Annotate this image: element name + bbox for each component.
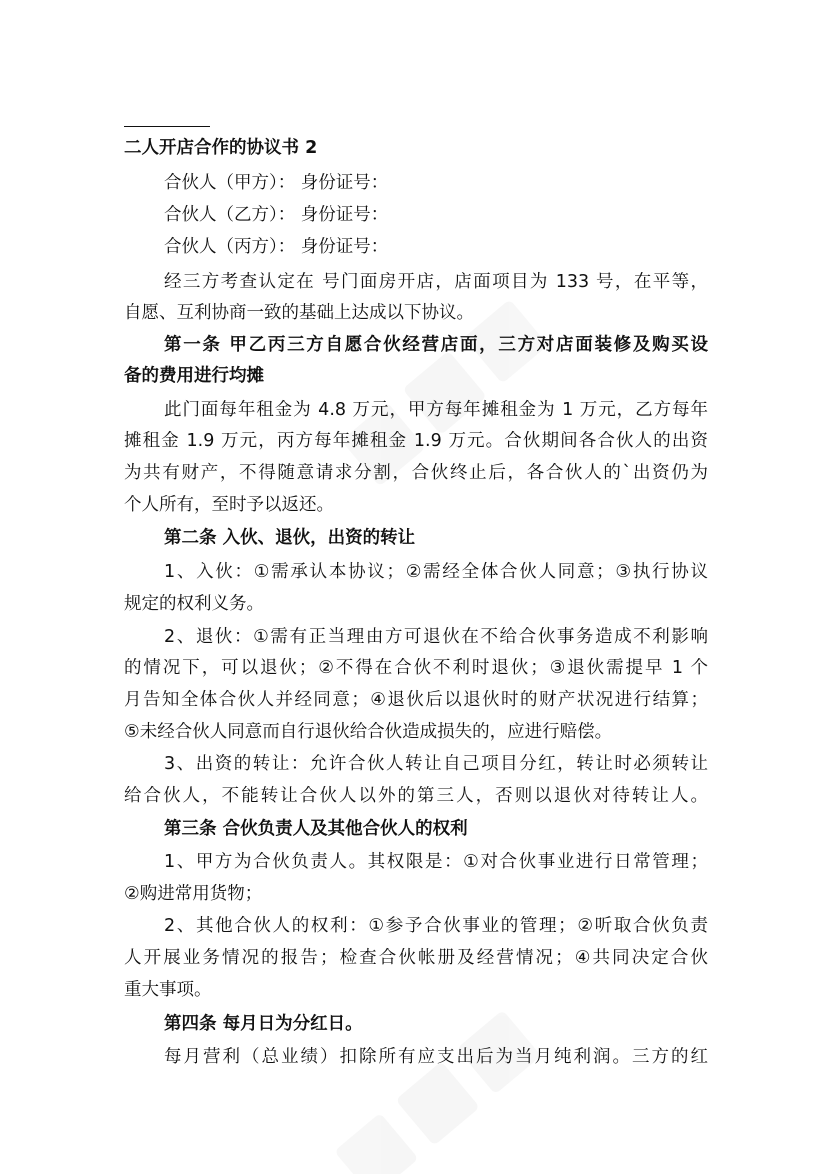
article2-withdraw-line: ⑤未经合伙人同意而自行退伙给合伙造成损失的，应进行赔偿。 (124, 722, 613, 742)
article2-heading: 第二条 入伙、退伙，出资的转让 (164, 528, 416, 548)
article2-transfer-line: 给合伙人，不能转让合伙人以外的第三人，否则以退伙对待转让人。 (124, 786, 708, 806)
article1-body-line: 个人所有，至时予以返还。 (124, 495, 334, 515)
document-title: 二人开店合作的协议书 2 (124, 138, 318, 158)
article2-join-line: 规定的权利义务。 (124, 594, 264, 614)
partner-a-line: 合伙人（甲方）： 身份证号： (164, 173, 389, 193)
partner-c-line: 合伙人（丙方）： 身份证号： (164, 237, 389, 257)
intro-line: 自愿、互利协商一致的基础上达成以下协议。 (124, 303, 474, 323)
header-rule (124, 126, 210, 127)
article2-withdraw-line: 的情况下，可以退伙；②不得在合伙不利时退伙；③退伙需提早 1 个 (124, 658, 708, 678)
article3-leader-line: ②购进常用货物； (124, 884, 263, 904)
intro-line: 经三方考查认定在 号门面房开店，店面项目为 133 号，在平等， (164, 272, 708, 292)
article1-body-line: 此门面每年租金为 4.8 万元，甲方每年摊租金为 1 万元，乙方每年 (164, 400, 708, 420)
article1-heading: 备的费用进行均摊 (124, 366, 264, 386)
article3-others-line: 2、其他合伙人的权利：①参予合伙事业的管理；②听取合伙负责 (164, 916, 708, 936)
article3-others-line: 重大事项。 (124, 980, 212, 1000)
article1-heading: 第一条 甲乙丙三方自愿合伙经营店面，三方对店面装修及购买设 (164, 335, 708, 355)
article2-withdraw-line: 2、退伙：①需有正当理由方可退伙在不给合伙事务造成不利影响 (164, 627, 708, 647)
article3-heading: 第三条 合伙负责人及其他合伙人的权利 (164, 819, 468, 839)
article1-body-line: 摊租金 1.9 万元，丙方每年摊租金 1.9 万元。合伙期间各合伙人的出资 (124, 431, 708, 451)
article4-heading: 第四条 每月日为分红日。 (164, 1014, 363, 1034)
article4-body-line: 每月营利（总业绩）扣除所有应支出后为当月纯利润。三方的红 (164, 1047, 708, 1067)
article3-leader-line: 1、甲方为合伙负责人。其权限是：①对合伙事业进行日常管理； (164, 852, 708, 872)
partner-b-line: 合伙人（乙方）： 身份证号： (164, 205, 389, 225)
article2-transfer-line: 3、出资的转让：允许合伙人转让自己项目分红，转让时必须转让 (164, 754, 708, 774)
article2-withdraw-line: 月告知全体合伙人并经同意；④退伙后以退伙时的财产状况进行结算； (124, 690, 708, 710)
article3-others-line: 人开展业务情况的报告；检查合伙帐册及经营情况；④共同决定合伙 (124, 948, 708, 968)
article2-join-line: 1、入伙：①需承认本协议；②需经全体合伙人同意；③执行协议 (164, 562, 708, 582)
article1-body-line: 为共有财产，不得随意请求分割，合伙终止后，各合伙人的`出资仍为 (124, 463, 708, 483)
